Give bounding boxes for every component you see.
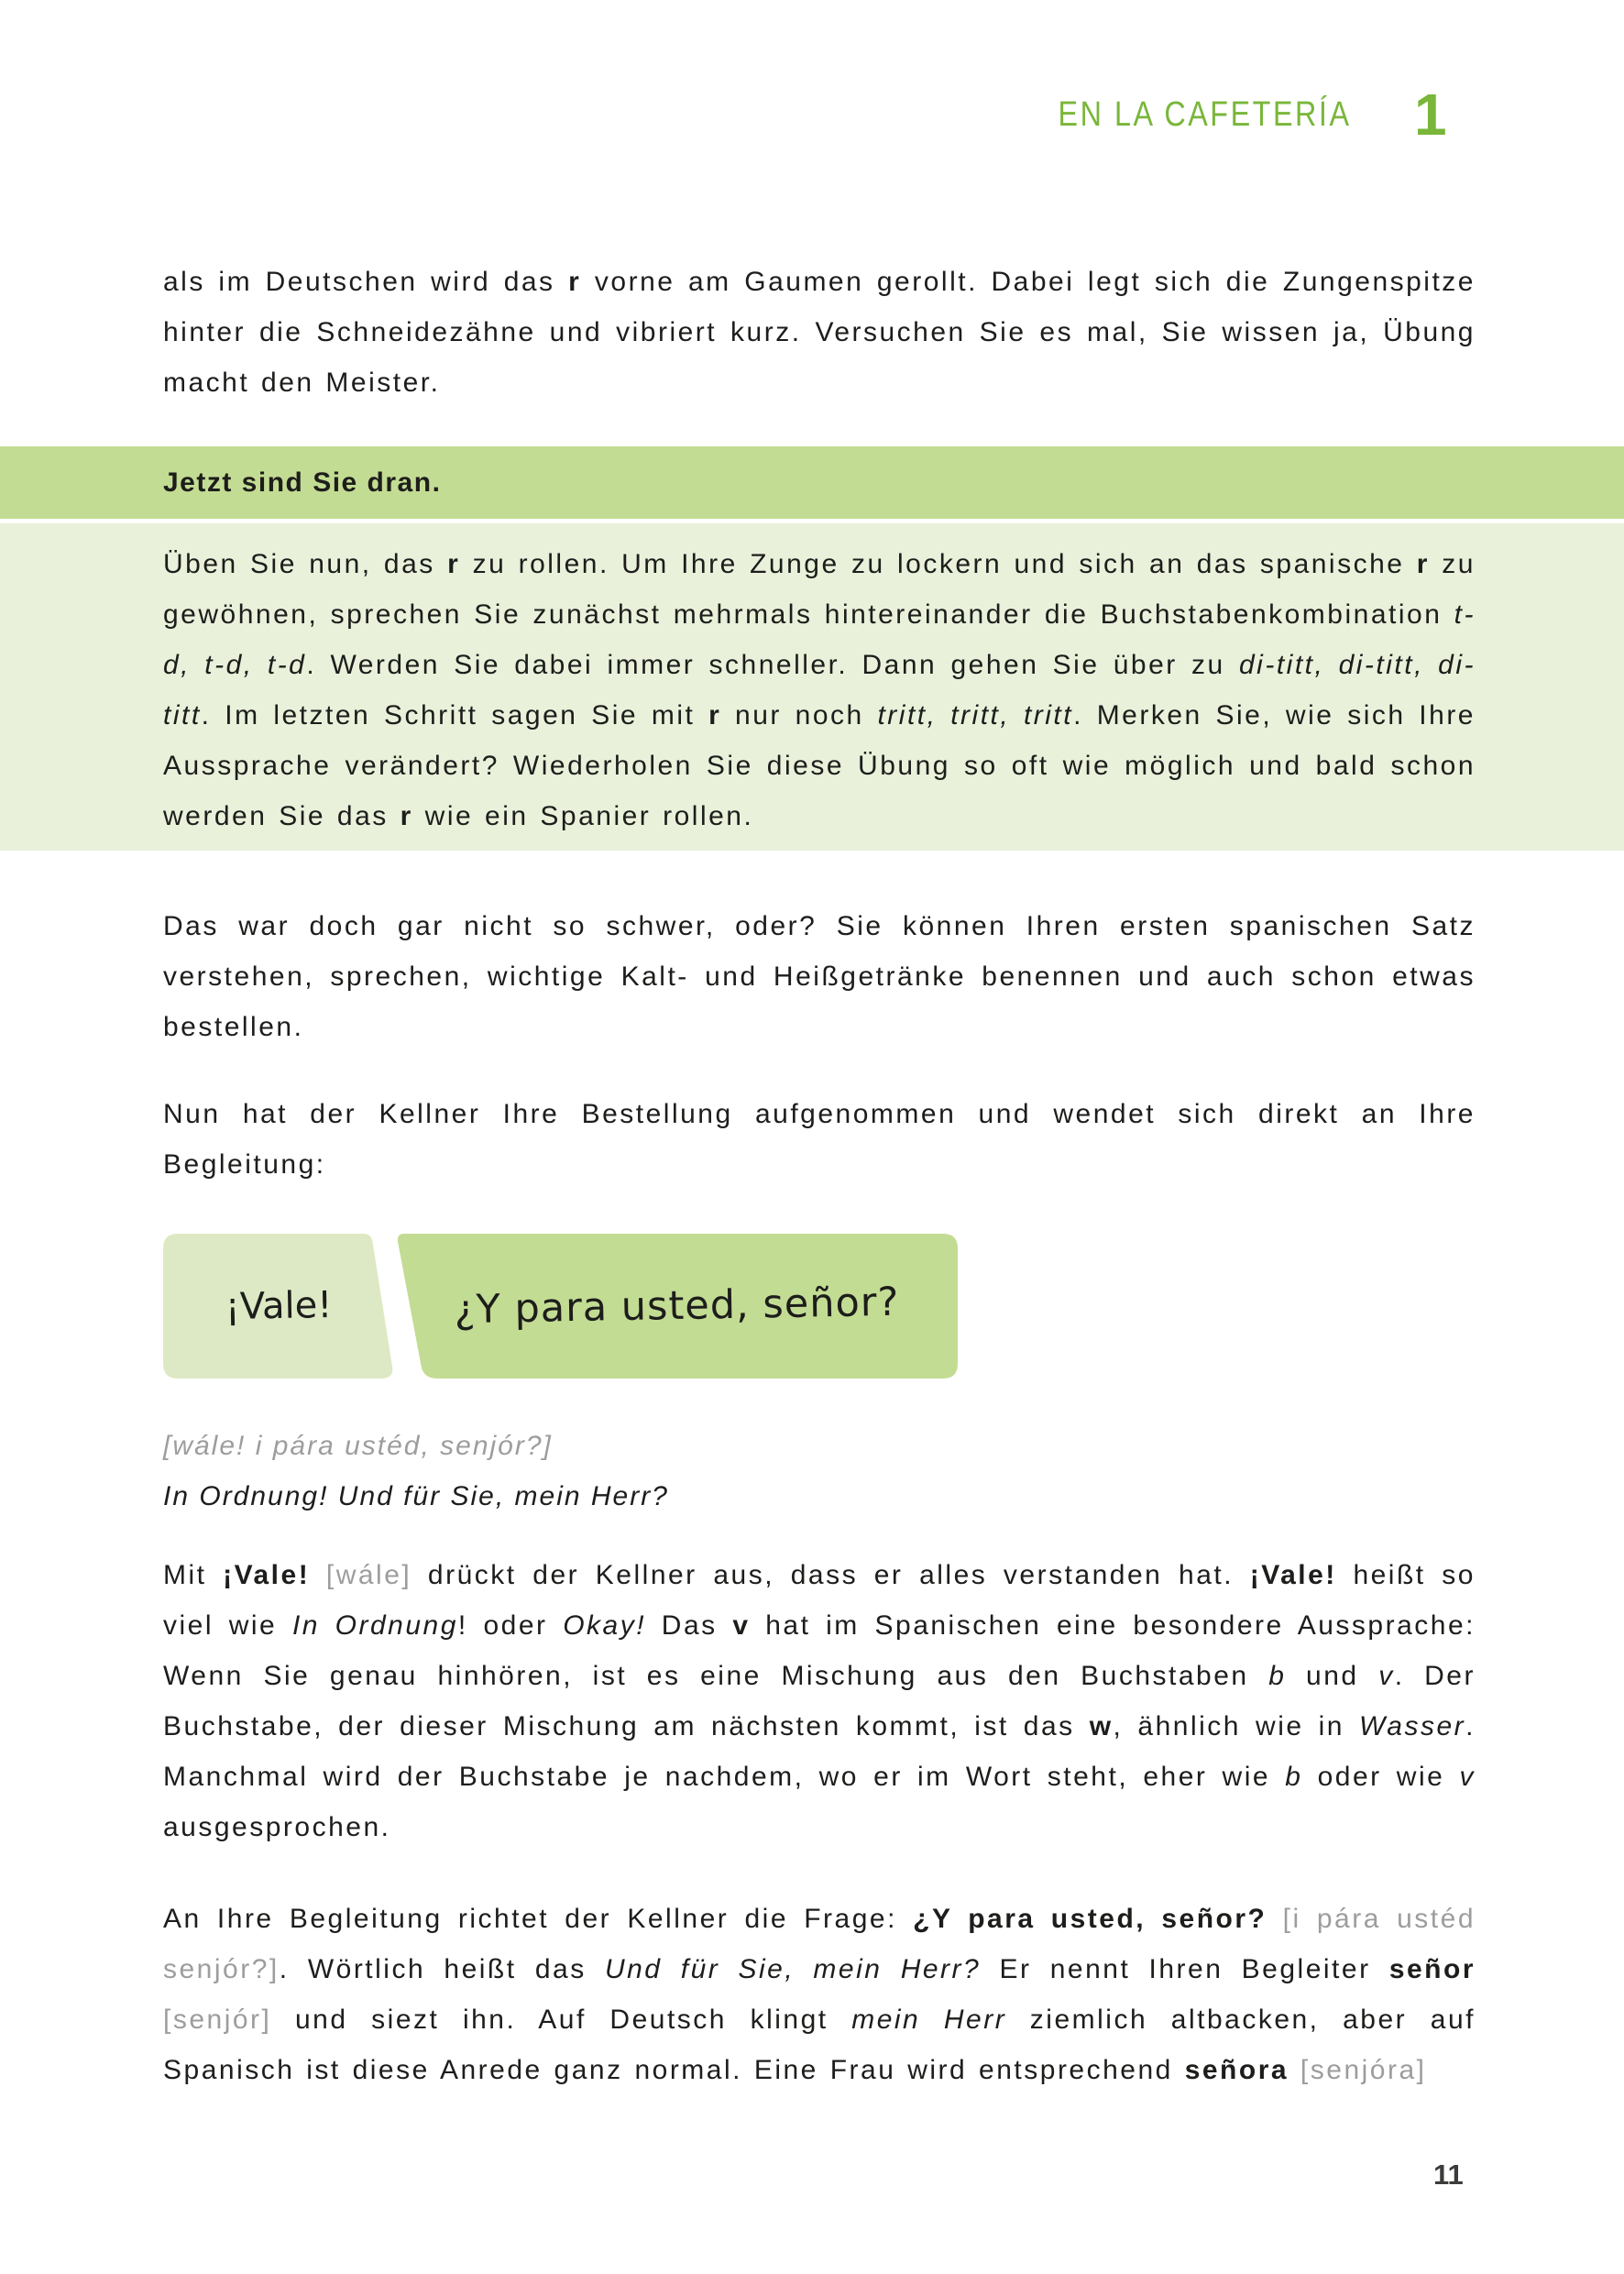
exercise-panel [0, 523, 1624, 851]
paragraph-waiter: Nun hat der Kellner Ihre Bestellung aufgenommen und wendet sich direkt an Ihre Begleitung: [163, 1099, 1476, 1180]
paragraph-pronunciation: als im Deutschen wird das r vorne am Gaumen gerollt. Dabei legt sich die Zungenspitze hinter die Schneidezähne und vibriert kurz. Versuchen Sie es mal, Sie wissen ja, Übung macht den Meister. [163, 267, 1476, 398]
exercise-banner [0, 446, 1624, 519]
translation-line: In Ordnung! Und für Sie, mein Herr? [163, 1481, 669, 1511]
paragraph-vale-explanation: Mit ¡Vale! [wále] drückt der Kellner aus, dass er alles verstanden hat. ¡Vale! heißt so viel wie In Ordnung! oder Okay! Das v hat im Spanischen eine besondere Aussprache: Wenn Sie genau hinhören, ist es eine Mischung aus den Buchstaben b und v. Der Buchstabe, der dieser Mischung am nächsten kommt, ist das w, ähnlich wie in Wasser. Manchmal wird der Buchstabe je nachdem, wo er im Wort steht, eher wie b oder wie v ausgesprochen. [163, 1560, 1476, 1842]
bubble-vale-label: ¡Vale! [225, 1283, 333, 1329]
chapter-number: 1 [1414, 82, 1447, 148]
paragraph-senor-explanation: An Ihre Begleitung richtet der Kellner die Frage: ¿Y para usted, señor? [i pára ustéd senjór?]. Wörtlich heißt das Und für Sie, mein Herr? Er nennt Ihren Begleiter señor [senjór] und siezt ihn. Auf Deutsch klingt mein Herr ziemlich altbacken, aber auf Spanisch ist diese Anrede ganz normal. Eine Frau wird entsprechend señora [senjóra] [163, 1904, 1476, 2085]
phonetic-line: [wále! i pára ustéd, senjór?] [163, 1431, 553, 1461]
exercise-text: Üben Sie nun, das r zu rollen. Um Ihre Zunge zu lockern und sich an das spanische r zu gewöhnen, sprechen Sie zunächst mehrmals hintereinander die Buchstabenkombination t-d, t-d, t-d. Werden Sie dabei immer schneller. Dann gehen Sie über zu di-titt, di-titt, di-titt. Im letzten Schritt sagen Sie mit r nur noch tritt, tritt, tritt. Merken Sie, wie sich Ihre Aussprache verändert? Wiederholen Sie diese Übung so oft wie möglich und bald schon werden Sie das r wie ein Spanier rollen. [163, 549, 1476, 831]
page-number: 11 [1433, 2159, 1464, 2191]
chapter-title: EN LA CAFETERÍA [1058, 95, 1352, 134]
paragraph-recap: Das war doch gar nicht so schwer, oder? Sie können Ihren ersten spanischen Satz verstehen, sprechen, wichtige Kalt- und Heißgetränke benennen und auch schon etwas bestellen. [163, 911, 1476, 1042]
bubble-question-label: ¿Y para usted, señor? [454, 1279, 900, 1334]
exercise-banner-label: Jetzt sind Sie dran. [163, 467, 442, 498]
